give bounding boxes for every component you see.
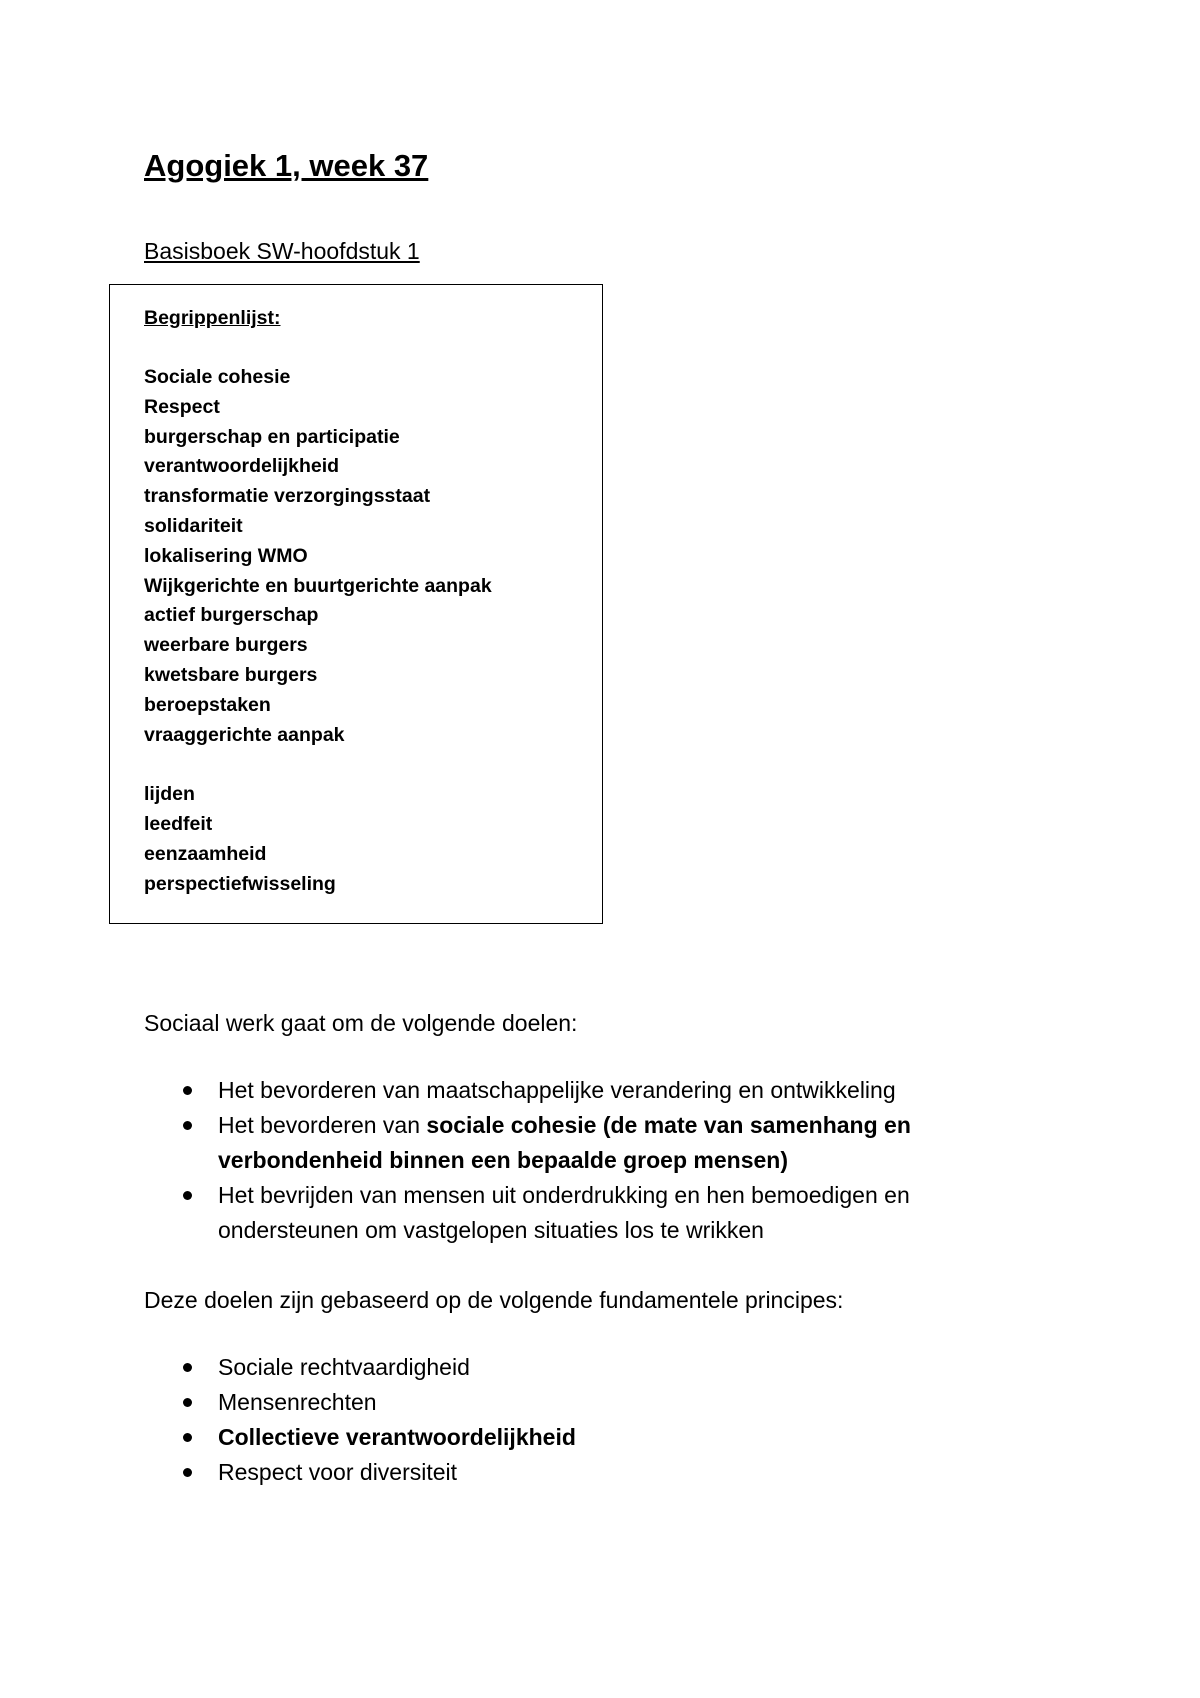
term-item: lijden (144, 783, 195, 806)
bullet-icon (183, 1363, 192, 1372)
chapter-subtitle: Basisboek SW-hoofdstuk 1 (144, 238, 420, 264)
term-item: solidariteit (144, 514, 243, 537)
list-item (144, 1420, 576, 1455)
term-list-heading: Begrippenlijst: (144, 307, 281, 329)
goal-text-bold: sociale cohesie (de mate van samenhang en (426, 1112, 911, 1138)
term-item: eenzaamheid (144, 842, 267, 865)
bullet-icon (183, 1121, 192, 1130)
term-item: burgerschap en participatie (144, 425, 400, 448)
term-item: Respect (144, 395, 220, 418)
principle-text: Sociale rechtvaardigheid (218, 1354, 470, 1380)
term-item: kwetsbare burgers (144, 663, 318, 686)
goal-text-line (218, 1108, 911, 1143)
goals-list (144, 1073, 911, 1248)
goal-text: ondersteunen om vastgelopen situaties los te wrikken (218, 1217, 764, 1243)
term-item: perspectiefwisseling (144, 872, 336, 895)
list-item (144, 1073, 911, 1108)
term-list-box (109, 284, 603, 924)
list-item (144, 1108, 911, 1178)
goal-text-plain: Het bevorderen van (218, 1112, 427, 1138)
principles-list (144, 1350, 576, 1490)
term-item: vraaggerichte aanpak (144, 723, 345, 746)
principle-text: Mensenrechten (218, 1389, 377, 1415)
goal-text: Het bevorderen van maatschappelijke verandering en ontwikkeling (218, 1077, 896, 1103)
list-item (144, 1385, 576, 1420)
goal-text: Het bevrijden van mensen uit onderdrukking en hen bemoedigen en (218, 1182, 910, 1208)
bullet-icon (183, 1191, 192, 1200)
list-item (144, 1350, 576, 1385)
list-item (144, 1455, 576, 1490)
principle-text: Collectieve verantwoordelijkheid (218, 1424, 576, 1450)
term-item: lokalisering WMO (144, 544, 308, 567)
goal-text-line (218, 1143, 911, 1178)
term-item: Sociale cohesie (144, 366, 291, 388)
term-item: verantwoordelijkheid (144, 455, 340, 478)
goals-intro: Sociaal werk gaat om de volgende doelen: (144, 1010, 578, 1036)
list-item (144, 1178, 911, 1248)
page-title: Agogiek 1, week 37 (144, 148, 429, 183)
bullet-icon (183, 1468, 192, 1477)
term-list (144, 363, 492, 899)
term-item: actief burgerschap (144, 604, 319, 627)
bullet-icon (183, 1433, 192, 1442)
term-item: weerbare burgers (144, 634, 308, 657)
principle-text: Respect voor diversiteit (218, 1459, 458, 1485)
principles-intro: Deze doelen zijn gebaseerd op de volgende fundamentele principes: (144, 1287, 844, 1313)
term-item: transformatie verzorgingsstaat (144, 485, 431, 508)
goal-text-bold: verbondenheid binnen een bepaalde groep mensen) (218, 1147, 788, 1173)
bullet-icon (183, 1398, 192, 1407)
term-item: beroepstaken (144, 693, 271, 716)
bullet-icon (183, 1086, 192, 1095)
term-list-spacer (144, 750, 492, 780)
term-item: leedfeit (144, 812, 213, 835)
term-item: Wijkgerichte en buurtgerichte aanpak (144, 574, 492, 597)
